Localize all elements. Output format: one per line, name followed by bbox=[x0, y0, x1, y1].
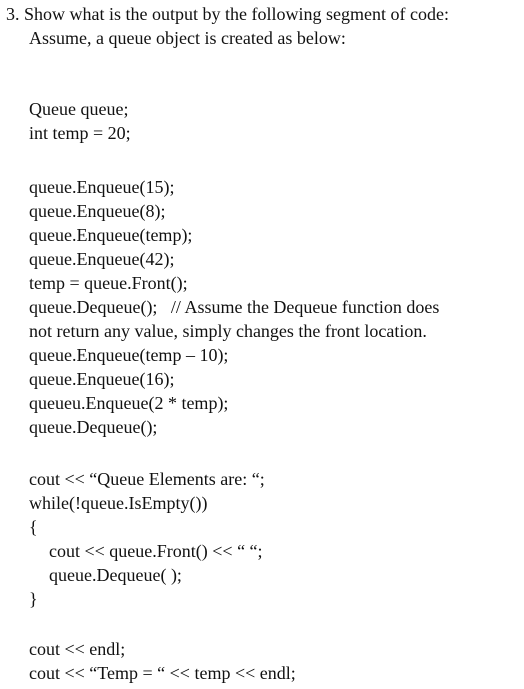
code-line-enqueue-16: queue.Enqueue(16); bbox=[29, 369, 175, 389]
code-line-dequeue-comment: queue.Dequeue(); // Assume the Dequeue function does bbox=[29, 297, 440, 317]
code-line-open-brace: { bbox=[29, 517, 38, 537]
code-line-queue-decl: Queue queue; bbox=[29, 99, 129, 119]
code-line-dequeue-loop: queue.Dequeue( ); bbox=[49, 565, 182, 585]
code-line-temp-front: temp = queue.Front(); bbox=[29, 273, 188, 293]
question-text bbox=[6, 2, 521, 50]
code-line-cout-elements: cout << “Queue Elements are: “; bbox=[29, 469, 265, 489]
code-line-close-brace: } bbox=[29, 589, 38, 609]
code-line-dequeue: queue.Dequeue(); bbox=[29, 417, 158, 437]
question-line-1: 3. Show what is the output by the following segment of code: bbox=[6, 4, 449, 24]
code-line-enqueue-2-temp: queueu.Enqueue(2 * temp); bbox=[29, 393, 229, 413]
code-line-cout-temp: cout << “Temp = “ << temp << endl; bbox=[29, 663, 296, 683]
code-line-enqueue-8: queue.Enqueue(8); bbox=[29, 201, 166, 221]
question-line-2: Assume, a queue object is created as below: bbox=[29, 28, 346, 48]
code-line-cout-endl: cout << endl; bbox=[29, 639, 126, 659]
code-line-enqueue-temp: queue.Enqueue(temp); bbox=[29, 225, 193, 245]
code-line-enqueue-42: queue.Enqueue(42); bbox=[29, 249, 175, 269]
code-line-enqueue-temp-minus: queue.Enqueue(temp – 10); bbox=[29, 345, 229, 365]
code-line-temp-decl: int temp = 20; bbox=[29, 123, 131, 143]
code-line-enqueue-15: queue.Enqueue(15); bbox=[29, 177, 175, 197]
code-line-cout-front: cout << queue.Front() << “ “; bbox=[49, 541, 263, 561]
code-line-while: while(!queue.IsEmpty()) bbox=[29, 493, 208, 513]
code-line-comment-cont: not return any value, simply changes the front location. bbox=[29, 321, 427, 341]
